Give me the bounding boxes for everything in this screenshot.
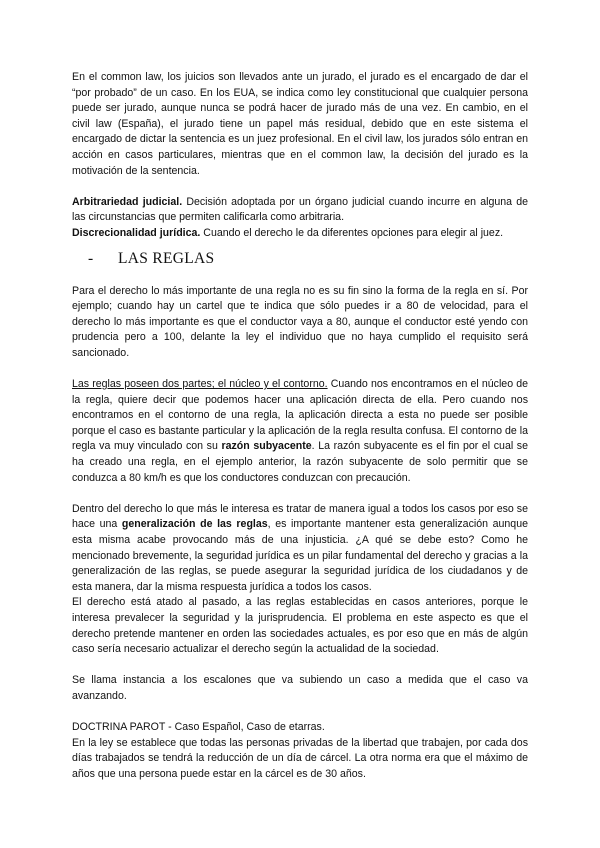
text-run: Dentro del derecho lo que más le interesa es tratar de manera igual a todos los casos por eso se hace una: [72, 502, 528, 531]
definition-text: Cuando el derecho le da diferentes opciones para elegir al juez.: [200, 226, 504, 239]
spacer: [72, 179, 528, 195]
definition-arbitrariedad: [72, 195, 528, 226]
spacer: [72, 486, 528, 502]
section-heading: [72, 250, 528, 268]
paragraph-nucleo-contorno: [72, 377, 528, 486]
heading-text: LAS REGLAS: [118, 249, 215, 267]
heading-bullet: -: [88, 249, 94, 267]
spacer: [72, 705, 528, 721]
bold-term: razón subyacente: [221, 440, 312, 453]
paragraph-generalizacion: [72, 502, 528, 596]
paragraph-parot: En la ley se establece que todas las personas privadas de la libertad que trabajen, por cada dos días trabajados se tendrá la reducción de un día de cárcel. La otra norma era que el máximo de años que una persona puede estar en la cárcel es de 30 años.: [72, 736, 528, 780]
underlined-sentence: Las reglas poseen dos partes; el núcleo y el contorno.: [72, 378, 328, 391]
paragraph-pasado: El derecho está atado al pasado, a las reglas establecidas en casos anteriores, porque le interesa prevalecer la seguridad y la jurisprudencia. El problema en este aspecto es que el derecho pretende mantener en orden las sociedades actuales, es por eso que en más de algún caso sería necesario actualizar el derecho según la actualidad de la sociedad.: [72, 596, 528, 656]
paragraph-parot-title: DOCTRINA PAROT - Caso Español, Caso de etarras.: [72, 721, 325, 734]
text-run: Cuando nos encontramos en el núcleo de la regla, quiere decir que podemos hacer una aplicación directa de ella. Pero cuando nos encontramos en el contorno de una regla, la aplicación directa a esta no puede ser posible porque el caso es bastante particular y la aplicación de la regla resulta confusa. El contorno de la regla va muy vinculado con su: [72, 378, 529, 453]
text-run: , es importante mantener esta generalización aunque esta misma acabe provocando más de una injusticia. ¿A qué se debe esto? Como he mencionado brevemente, la seguridad jurídica es un pilar fundamental del derecho y gracias a la generalización de las reglas, se puede asegurar la seguridad jurídica de los ciudadanos y de esta manera, dar la misma respuesta jurídica a todos los casos.: [72, 518, 528, 593]
definition-discrecionalidad: [72, 226, 528, 242]
bold-term: generalización de las reglas: [121, 518, 268, 531]
spacer: [72, 658, 528, 674]
definition-term: Arbitrariedad judicial.: [72, 195, 183, 208]
definition-term: Discrecionalidad jurídica.: [72, 226, 201, 239]
spacer: [72, 362, 528, 378]
paragraph-instancia: Se llama instancia a los escalones que va subiendo un caso a medida que el caso va avanzando.: [72, 674, 528, 702]
paragraph-common-law: En el common law, los juicios son llevados ante un jurado, el jurado es el encargado de dar el “por probado” de un caso. En los EUA, se indica como ley constitucional que cualquier persona puede ser jurado, aunque nunca se podrá hacer de jurado más de una vez. En cambio, en el civil law (España), el jurado tiene un papel más residual, debido que en este sistema el encargado de dictar la sentencia es un juez profesional. En el civil law, los jurados sólo entran en acción en casos particulares, mientras que en el common law, la decisión del jurado es la motivación de la sentencia.: [72, 71, 528, 177]
paragraph-reglas-forma: Para el derecho lo más importante de una regla no es su fin sino la forma de la regla en sí. Por ejemplo; cuando hay un cartel que te indica que sólo puedes ir a 80 de velocidad, para el derecho lo más importante es que el conductor vaya a 80, aunque el conductor esté yendo con prudencia pero a 100, delante la ley el individuo que no haya cumplido el requisito será sancionado.: [72, 284, 528, 359]
text-run: . La razón subyacente es el fin por el cual se ha creado una regla, en el ejemplo anterior, la razón subyacente de solo permitir que se conduzca a 80 km/h es que los conductores conduzcan con precaución.: [72, 440, 528, 484]
definition-text: Decisión adoptada por un órgano judicial cuando incurre en alguna de las circunstancias que permiten calificarla como arbitraria.: [72, 195, 528, 224]
